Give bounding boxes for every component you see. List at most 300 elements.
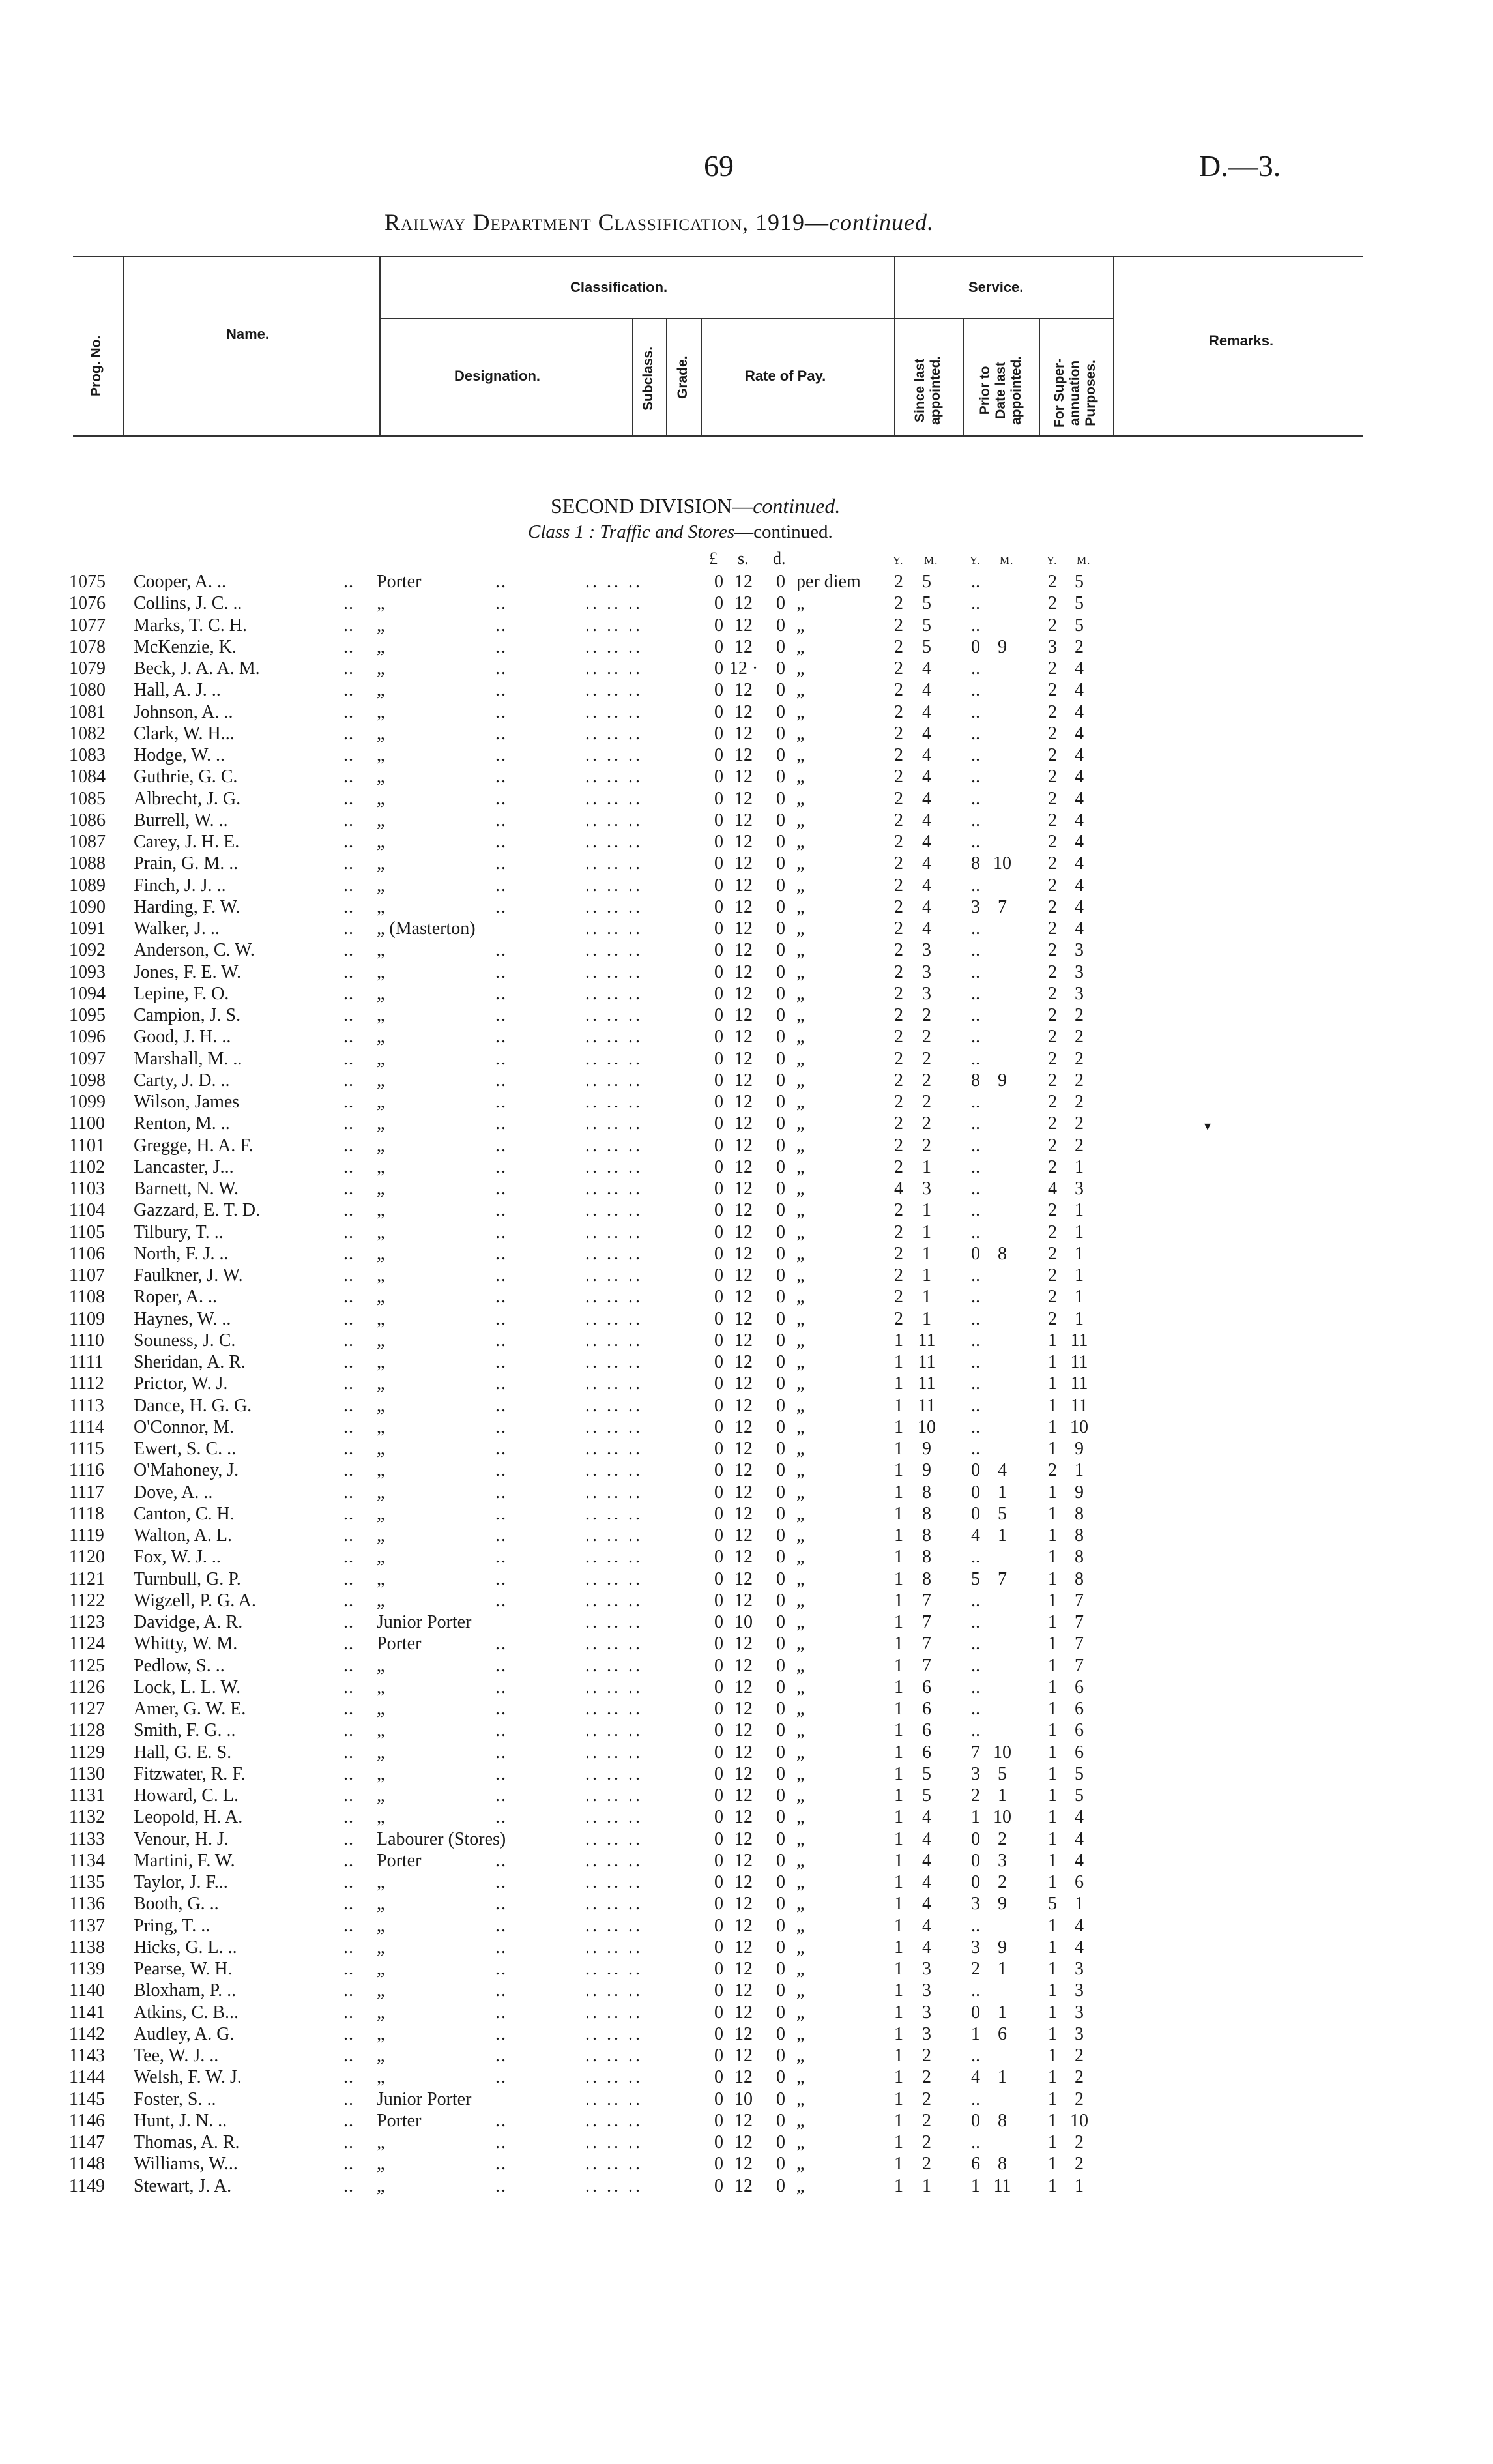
designation: „	[377, 1915, 385, 1936]
super-years: 5	[1048, 1894, 1057, 1914]
leader-dots-designation: ..	[495, 1959, 507, 1979]
prog-no: 1146	[69, 2110, 105, 2131]
unit-super-years: Y.	[1047, 554, 1058, 566]
table-row	[0, 1742, 1493, 1763]
since-months: 3	[922, 983, 931, 1004]
leader-dots-designation: ..	[495, 2110, 507, 2131]
pay-unit: „	[796, 1980, 805, 2001]
pay-pounds: 0	[714, 658, 723, 679]
header-service: Service.	[968, 279, 1024, 295]
pay-unit: „	[796, 1113, 805, 1134]
leader-dots-designation: ..	[495, 1092, 507, 1112]
leader-dots: ..	[343, 2023, 354, 2044]
leader-dots: ..	[343, 2132, 354, 2152]
since-months: 2	[922, 1113, 931, 1134]
super-months: 1	[1075, 1308, 1084, 1329]
pay-pounds: 0	[714, 2023, 723, 2044]
pay-pence: 0	[776, 1547, 785, 1568]
since-months: 9	[922, 1439, 931, 1459]
since-years: 1	[894, 1352, 903, 1372]
super-years: 1	[1048, 2089, 1057, 2109]
pay-pounds: 0	[714, 680, 723, 701]
table-row	[0, 1005, 1493, 1026]
since-months: 3	[922, 940, 931, 961]
leader-dots-designation: ..	[495, 1785, 507, 1806]
since-years: 2	[894, 572, 903, 592]
prog-no: 1133	[69, 1828, 105, 1849]
leader-dots-designation: ..	[495, 1894, 507, 1914]
super-months: 8	[1075, 1568, 1084, 1589]
pay-shillings: 12	[734, 1742, 753, 1763]
employee-name: Carey, J. H. E.	[134, 832, 240, 852]
pay-pence: 0	[776, 1265, 785, 1285]
since-years: 1	[894, 1894, 903, 1914]
prog-no: 1106	[69, 1243, 105, 1264]
pay-pence: 0	[776, 1872, 785, 1892]
pay-unit: „	[796, 1763, 805, 1784]
leader-dots-grade: .. .. ..	[585, 701, 643, 722]
prog-no: 1094	[69, 983, 106, 1004]
designation: „	[377, 1699, 385, 1719]
leader-dots-grade: .. .. ..	[585, 1699, 643, 1719]
super-months: 5	[1075, 615, 1084, 636]
prog-no: 1081	[69, 701, 106, 722]
super-months: 4	[1075, 658, 1084, 679]
prior-years: ..	[971, 1547, 980, 1568]
since-years: 1	[894, 2132, 903, 2152]
leader-dots-grade: .. .. ..	[585, 1568, 643, 1589]
super-months: 4	[1075, 788, 1084, 809]
employee-name: Collins, J. C. ..	[134, 593, 242, 614]
prior-years: 0	[971, 1828, 980, 1849]
leader-dots: ..	[343, 1373, 354, 1394]
leader-dots-grade: .. .. ..	[585, 1634, 643, 1654]
pay-shillings: 12	[734, 1439, 753, 1459]
leader-dots: ..	[343, 1547, 354, 1568]
leader-dots: ..	[343, 1720, 354, 1741]
leader-dots-grade: .. .. ..	[585, 1005, 643, 1025]
pay-unit: „	[796, 1872, 805, 1892]
table-row	[0, 701, 1493, 723]
employee-name: Walker, J. ..	[134, 918, 220, 939]
super-years: 1	[1048, 1677, 1057, 1697]
pay-shillings: 12 ·	[729, 658, 759, 679]
table-row	[0, 1459, 1493, 1481]
leader-dots: ..	[343, 1395, 354, 1416]
prior-years: ..	[971, 810, 980, 830]
super-months: 11	[1070, 1395, 1088, 1416]
employee-name: Whitty, W. M.	[134, 1634, 238, 1654]
since-months: 11	[918, 1330, 936, 1351]
prog-no: 1100	[69, 1113, 105, 1134]
super-months: 5	[1075, 593, 1084, 614]
table-row	[0, 875, 1493, 896]
header-subclass: Subclass.	[641, 346, 656, 411]
designation: „	[377, 1655, 385, 1676]
employee-name: Atkins, C. B...	[134, 2002, 239, 2023]
super-years: 2	[1048, 1070, 1057, 1091]
since-months: 4	[922, 875, 931, 896]
super-months: 4	[1075, 767, 1084, 787]
prog-no: 1099	[69, 1092, 106, 1112]
leader-dots-grade: .. .. ..	[585, 636, 643, 657]
pay-unit: „	[796, 1894, 805, 1914]
employee-name: Marks, T. C. H.	[134, 615, 247, 636]
leader-dots-grade: .. .. ..	[585, 1872, 643, 1892]
pay-pounds: 0	[714, 2154, 723, 2175]
prior-years: ..	[971, 1416, 980, 1437]
since-months: 3	[922, 1980, 931, 2001]
table-row	[0, 1286, 1493, 1308]
designation: „	[377, 1677, 385, 1697]
employee-name: McKenzie, K.	[134, 636, 237, 657]
designation: „	[377, 723, 385, 744]
table-row	[0, 1763, 1493, 1785]
leader-dots: ..	[343, 1763, 354, 1784]
since-months: 8	[922, 1482, 931, 1503]
pay-pence: 0	[776, 832, 785, 852]
pay-pounds: 0	[714, 1352, 723, 1372]
leader-dots-designation: ..	[495, 701, 507, 722]
prior-months: 9	[998, 1070, 1007, 1091]
pay-shillings: 12	[734, 2046, 753, 2066]
super-years: 1	[1048, 1807, 1057, 1828]
pay-shillings: 12	[734, 1113, 753, 1134]
super-years: 2	[1048, 701, 1057, 722]
leader-dots-grade: .. .. ..	[585, 1352, 643, 1372]
super-months: 2	[1075, 1135, 1084, 1156]
prior-months: 8	[998, 2110, 1007, 2131]
division-title-main: SECOND DIVISION—	[551, 494, 753, 518]
super-years: 1	[1048, 1937, 1057, 1958]
leader-dots-grade: .. .. ..	[585, 1720, 643, 1741]
prior-years: ..	[971, 2132, 980, 2152]
table-row	[0, 636, 1493, 658]
pay-shillings: 12	[734, 1980, 753, 2001]
pay-unit: „	[796, 658, 805, 679]
pay-pence: 0	[776, 1005, 785, 1025]
since-years: 1	[894, 1720, 903, 1741]
since-months: 7	[922, 1612, 931, 1632]
leader-dots: ..	[343, 1113, 354, 1134]
table-row	[0, 1482, 1493, 1503]
prior-years: ..	[971, 1092, 980, 1112]
leader-dots: ..	[343, 1699, 354, 1719]
leader-dots: ..	[343, 615, 354, 636]
prior-years: ..	[971, 572, 980, 592]
pay-pence: 0	[776, 983, 785, 1004]
leader-dots-designation: ..	[495, 1677, 507, 1697]
leader-dots: ..	[343, 1027, 354, 1048]
since-years: 1	[894, 1416, 903, 1437]
pay-shillings: 12	[734, 1828, 753, 1849]
pay-pounds: 0	[714, 853, 723, 874]
pay-pounds: 0	[714, 767, 723, 787]
table-row	[0, 1416, 1493, 1438]
employee-name: Anderson, C. W.	[134, 940, 255, 961]
employee-name: Leopold, H. A.	[134, 1807, 243, 1828]
employee-name: Prain, G. M. ..	[134, 853, 239, 874]
designation: „	[377, 1807, 385, 1828]
prior-years: ..	[971, 1655, 980, 1676]
pay-shillings: 12	[734, 1503, 753, 1524]
prog-no: 1107	[69, 1265, 105, 1285]
designation: „	[377, 680, 385, 701]
since-years: 1	[894, 1395, 903, 1416]
pay-shillings: 12	[734, 1179, 753, 1199]
prog-no: 1082	[69, 723, 106, 744]
super-years: 2	[1048, 1265, 1057, 1285]
since-months: 4	[922, 745, 931, 765]
prior-years: ..	[971, 615, 980, 636]
since-years: 2	[894, 680, 903, 701]
pay-unit: „	[796, 2175, 805, 2196]
employee-name: Burrell, W. ..	[134, 810, 228, 830]
pay-shillings: 12	[734, 723, 753, 744]
pay-pence: 0	[776, 896, 785, 917]
pay-pounds: 0	[714, 1460, 723, 1481]
leader-dots: ..	[343, 572, 354, 592]
since-months: 1	[922, 1200, 931, 1221]
table-row	[0, 1265, 1493, 1286]
super-years: 1	[1048, 1568, 1057, 1589]
super-years: 4	[1048, 1179, 1057, 1199]
header-prog-no: Prog. No.	[89, 335, 104, 396]
table-row	[0, 983, 1493, 1005]
prog-no: 1077	[69, 615, 106, 636]
prog-no: 1091	[69, 918, 106, 939]
pay-pence: 0	[776, 1352, 785, 1372]
leader-dots-grade: .. .. ..	[585, 1416, 643, 1437]
designation: „	[377, 745, 385, 765]
since-years: 2	[894, 1222, 903, 1242]
leader-dots: ..	[343, 853, 354, 874]
since-months: 7	[922, 1590, 931, 1611]
pay-pence: 0	[776, 1156, 785, 1177]
since-years: 1	[894, 1612, 903, 1632]
leader-dots: ..	[343, 1612, 354, 1632]
page-number: 69	[704, 149, 734, 183]
table-row	[0, 1199, 1493, 1221]
prior-years: 3	[971, 1894, 980, 1914]
leader-dots-grade: .. .. ..	[585, 832, 643, 852]
since-years: 2	[894, 658, 903, 679]
super-years: 1	[1048, 1980, 1057, 2001]
employee-name: Renton, M. ..	[134, 1113, 230, 1134]
super-years: 1	[1048, 1439, 1057, 1459]
prog-no: 1111	[69, 1352, 104, 1372]
pay-shillings: 12	[734, 1395, 753, 1416]
prog-no: 1096	[69, 1027, 106, 1048]
since-months: 2	[922, 2067, 931, 2088]
since-years: 1	[894, 1439, 903, 1459]
leader-dots-grade: .. .. ..	[585, 1785, 643, 1806]
leader-dots: ..	[343, 1785, 354, 1806]
prior-months: 10	[993, 1742, 1011, 1763]
since-months: 5	[922, 1785, 931, 1806]
prior-years: ..	[971, 875, 980, 896]
prog-no: 1115	[69, 1439, 104, 1459]
designation: „	[377, 1959, 385, 1979]
designation: „	[377, 1352, 385, 1372]
pay-shillings: 12	[734, 1200, 753, 1221]
super-months: 6	[1075, 1872, 1084, 1892]
designation: „	[377, 1373, 385, 1394]
prog-no: 1086	[69, 810, 106, 830]
leader-dots-grade: .. .. ..	[585, 658, 643, 679]
prior-years: 3	[971, 1937, 980, 1958]
super-years: 1	[1048, 2023, 1057, 2044]
pay-unit: „	[796, 1330, 805, 1351]
pay-shillings: 12	[734, 896, 753, 917]
since-years: 2	[894, 1156, 903, 1177]
super-years: 1	[1048, 1785, 1057, 1806]
leader-dots-grade: .. .. ..	[585, 723, 643, 744]
prior-months: 2	[998, 1872, 1007, 1892]
super-months: 5	[1075, 1785, 1084, 1806]
since-months: 5	[922, 593, 931, 614]
employee-name: Howard, C. L.	[134, 1785, 239, 1806]
leader-dots-grade: .. .. ..	[585, 1243, 643, 1264]
leader-dots-grade: .. .. ..	[585, 1828, 643, 1849]
leader-dots-designation: ..	[495, 1113, 507, 1134]
super-years: 1	[1048, 1482, 1057, 1503]
super-months: 3	[1075, 1179, 1084, 1199]
employee-name: Sheridan, A. R.	[134, 1352, 246, 1372]
leader-dots-grade: .. .. ..	[585, 593, 643, 614]
employee-name: Booth, G. ..	[134, 1894, 219, 1914]
prog-no: 1114	[69, 1416, 104, 1437]
pay-shillings: 12	[734, 1027, 753, 1048]
pay-unit: „	[796, 2046, 805, 2066]
super-months: 2	[1075, 636, 1084, 657]
leader-dots-designation: ..	[495, 1547, 507, 1568]
since-months: 4	[922, 723, 931, 744]
leader-dots-designation: ..	[495, 1373, 507, 1394]
prog-no: 1141	[69, 2002, 105, 2023]
leader-dots-grade: .. .. ..	[585, 1677, 643, 1697]
pay-shillings: 12	[734, 832, 753, 852]
prog-no: 1124	[69, 1634, 105, 1654]
prior-years: 8	[971, 853, 980, 874]
prior-years: ..	[971, 1308, 980, 1329]
prior-years: ..	[971, 1200, 980, 1221]
leader-dots: ..	[343, 1525, 354, 1546]
pay-shillings: 12	[734, 1482, 753, 1503]
pay-pence: 0	[776, 723, 785, 744]
since-years: 1	[894, 1915, 903, 1936]
leader-dots: ..	[343, 810, 354, 830]
leader-dots-designation: ..	[495, 1980, 507, 2001]
pay-pence: 0	[776, 810, 785, 830]
super-years: 1	[1048, 2110, 1057, 2131]
leader-dots-grade: .. .. ..	[585, 1135, 643, 1156]
super-years: 1	[1048, 1612, 1057, 1632]
super-months: 6	[1075, 1677, 1084, 1697]
leader-dots: ..	[343, 1742, 354, 1763]
pay-pence: 0	[776, 1460, 785, 1481]
pay-pence: 0	[776, 940, 785, 961]
since-months: 3	[922, 2023, 931, 2044]
prog-no: 1119	[69, 1525, 104, 1546]
super-months: 1	[1075, 1460, 1084, 1481]
leader-dots: ..	[343, 961, 354, 982]
prior-years: 0	[971, 1243, 980, 1264]
employee-name: Harding, F. W.	[134, 896, 240, 917]
since-months: 1	[922, 1243, 931, 1264]
prior-years: 7	[971, 1742, 980, 1763]
employee-name: Fitzwater, R. F.	[134, 1763, 246, 1784]
since-years: 2	[894, 767, 903, 787]
since-years: 1	[894, 1763, 903, 1784]
pay-shillings: 12	[734, 1222, 753, 1242]
super-years: 2	[1048, 572, 1057, 592]
pay-unit: „	[796, 1200, 805, 1221]
prior-years: ..	[971, 723, 980, 744]
pay-shillings: 12	[734, 1655, 753, 1676]
prog-no: 1145	[69, 2089, 105, 2109]
employee-name: Prictor, W. J.	[134, 1373, 228, 1394]
table-row	[0, 1980, 1493, 2001]
leader-dots-designation: ..	[495, 723, 507, 744]
pay-shillings: 12	[734, 788, 753, 809]
leader-dots: ..	[343, 2175, 354, 2196]
employee-name: Campion, J. S.	[134, 1005, 241, 1025]
since-years: 2	[894, 593, 903, 614]
super-years: 1	[1048, 1395, 1057, 1416]
since-years: 1	[894, 2089, 903, 2109]
employee-name: Smith, F. G. ..	[134, 1720, 236, 1741]
prior-months: 5	[998, 1503, 1007, 1524]
table-row	[0, 1850, 1493, 1871]
pay-unit: „	[796, 1482, 805, 1503]
leader-dots-grade: .. .. ..	[585, 1742, 643, 1763]
prior-months: 1	[998, 1959, 1007, 1979]
pay-pence: 0	[776, 853, 785, 874]
since-years: 2	[894, 1200, 903, 1221]
super-months: 8	[1075, 1525, 1084, 1546]
super-months: 4	[1075, 680, 1084, 701]
since-months: 6	[922, 1720, 931, 1741]
super-years: 1	[1048, 1525, 1057, 1546]
leader-dots: ..	[343, 1070, 354, 1091]
prog-no: 1131	[69, 1785, 105, 1806]
prog-no: 1103	[69, 1179, 105, 1199]
super-years: 1	[1048, 1373, 1057, 1394]
pay-pence: 0	[776, 2110, 785, 2131]
pay-unit: „	[796, 1937, 805, 1958]
super-months: 3	[1075, 1959, 1084, 1979]
employee-name: Williams, W...	[134, 2154, 238, 2175]
table-row	[0, 1525, 1493, 1546]
leader-dots-designation: ..	[495, 1872, 507, 1892]
prior-years: 0	[971, 636, 980, 657]
super-years: 1	[1048, 1850, 1057, 1871]
pay-pence: 0	[776, 1287, 785, 1308]
table-row	[0, 2066, 1493, 2088]
pay-unit: „	[796, 593, 805, 614]
table-row	[0, 1806, 1493, 1828]
leader-dots: ..	[343, 2089, 354, 2109]
super-months: 4	[1075, 832, 1084, 852]
pay-shillings: 12	[734, 1308, 753, 1329]
leader-dots: ..	[343, 1352, 354, 1372]
super-months: 1	[1075, 1222, 1084, 1242]
since-months: 4	[922, 1872, 931, 1892]
leader-dots-grade: .. .. ..	[585, 1547, 643, 1568]
employee-name: Pearse, W. H.	[134, 1959, 233, 1979]
prior-years: ..	[971, 1027, 980, 1048]
